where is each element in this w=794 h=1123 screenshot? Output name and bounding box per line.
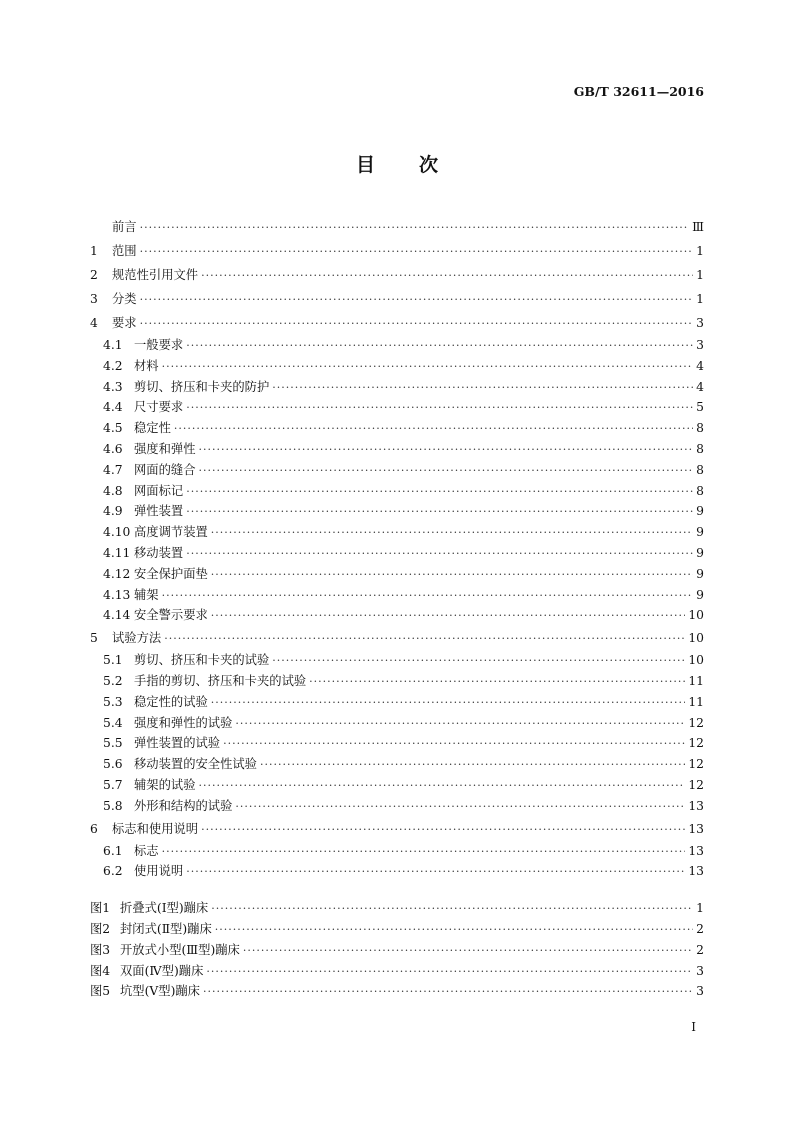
dot-leader [211,606,686,627]
toc-subentry[interactable] [90,861,704,882]
dot-leader [235,797,685,818]
entry-title: 稳定性的试验 [134,694,208,709]
entry-title: 要求 [112,316,137,330]
entry-page: 12 [688,777,704,792]
dot-leader [199,440,694,461]
dot-leader [174,419,693,440]
entry-page: 1 [696,292,704,306]
standard-code: GB/T 32611—2016 [573,84,704,99]
entry-page: 9 [696,566,704,581]
entry-page: 10 [688,608,704,623]
entry-title: 网面标记 [134,483,184,498]
toc-subentry[interactable] [90,356,704,377]
dot-leader [140,312,693,336]
dot-leader [272,651,685,672]
toc-subentry[interactable] [90,733,704,754]
entry-page: 4 [696,358,704,373]
dot-leader [211,693,686,714]
entry-page: 9 [696,545,704,560]
entry-page: 1 [696,268,704,282]
dot-leader [215,920,693,941]
entry-title: 开放式小型(Ⅲ型)蹦床 [120,942,240,957]
entry-number: 6.1 [103,843,123,858]
entry-title: 标志 [134,843,159,858]
entry-title: 封闭式(Ⅱ型)蹦床 [120,921,212,936]
dot-leader [186,544,693,565]
dot-leader [162,842,686,863]
entry-page: 12 [688,715,704,730]
dot-leader [203,982,693,1003]
entry-page: 11 [688,673,704,688]
entry-title: 强度和弹性的试验 [134,715,233,730]
toc-subentry[interactable] [90,543,704,564]
entry-title: 坑型(Ⅴ型)蹦床 [120,984,200,999]
dot-leader [140,240,693,264]
dot-leader [199,461,694,482]
dot-leader [201,818,685,842]
entry-number: 6 [90,821,98,836]
toc-subentry[interactable] [90,564,704,585]
dot-leader [223,734,685,755]
entry-page: 12 [688,736,704,751]
entry-title: 高度调节装置 [134,525,208,540]
dot-leader [186,398,693,419]
entry-page: 1 [696,244,704,258]
figure-entry[interactable] [90,898,704,919]
dot-leader [211,899,693,920]
dot-leader [140,216,690,240]
dot-leader [243,941,693,962]
entry-title: 前言 [112,220,137,234]
entry-page: 8 [696,441,704,456]
entry-number: 5.6 [103,757,123,772]
entry-title: 标志和使用说明 [112,821,199,836]
toc-subentry[interactable] [90,692,704,713]
dot-leader [309,672,685,693]
entry-page: 8 [696,483,704,498]
toc-entry[interactable] [90,626,704,650]
entry-number: 5.8 [103,798,123,813]
toc-subentry[interactable] [90,605,704,626]
page-title: 目次 [355,154,482,176]
toc-entry[interactable] [90,263,704,287]
entry-title: 尺寸要求 [134,400,184,415]
entry-number: 5.3 [103,694,123,709]
entry-number: 6.2 [103,864,123,879]
entry-number: 4.12 [103,566,131,581]
entry-number: 5.7 [103,777,123,792]
entry-page: 9 [696,525,704,540]
toc-subentry[interactable] [90,671,704,692]
figure-list [90,898,704,1002]
entry-number: 4.1 [103,338,123,352]
entry-number: 4.2 [103,358,123,373]
entry-title: 剪切、挤压和卡夹的防护 [134,379,270,394]
entry-number: 4.14 [103,608,131,623]
entry-title: 剪切、挤压和卡夹的试验 [134,653,270,668]
entry-title: 手指的剪切、挤压和卡夹的试验 [134,673,307,688]
dot-leader [162,586,693,607]
figure-entry[interactable] [90,981,704,1002]
toc-subentry[interactable] [90,775,704,796]
toc-subentry[interactable] [90,501,704,522]
dot-leader [201,264,693,288]
entry-title: 外形和结构的试验 [134,798,233,813]
dot-leader [186,336,693,357]
entry-number: 图5 [90,984,111,999]
toc-subentry[interactable] [90,460,704,481]
toc-subentry[interactable] [90,335,704,356]
entry-page: 10 [688,653,704,668]
entry-title: 安全警示要求 [134,608,208,623]
entry-page: 5 [696,400,704,415]
entry-title: 范围 [112,244,137,258]
entry-title: 折叠式(Ⅰ型)蹦床 [120,901,209,916]
entry-page: 2 [696,921,704,936]
entry-number: 图3 [90,942,111,957]
entry-page: 8 [696,421,704,436]
entry-number: 1 [90,244,98,258]
entry-title: 辅架 [134,587,159,602]
entry-number: 4.3 [103,379,123,394]
entry-number: 图4 [90,963,111,978]
entry-page: Ⅲ [692,220,704,234]
toc-subentry[interactable] [90,397,704,418]
entry-title: 分类 [112,292,137,306]
entry-page: 13 [688,843,704,858]
entry-page: 3 [696,338,704,352]
entry-number: 4.8 [103,483,123,498]
entry-title: 稳定性 [134,421,171,436]
entry-page: 3 [696,984,704,999]
entry-number: 图1 [90,901,111,916]
toc-subentry[interactable] [90,713,704,734]
toc-subentry[interactable] [90,481,704,502]
entry-page: 10 [688,631,704,646]
toc-subentry[interactable] [90,754,704,775]
toc-entry[interactable] [90,287,704,311]
entry-title: 双面(Ⅳ型)蹦床 [120,963,204,978]
entry-page: 12 [688,757,704,772]
page-number: Ⅰ [691,1020,696,1034]
entry-number: 4.9 [103,504,123,519]
entry-title: 移动装置的安全性试验 [134,757,257,772]
toc-subentry[interactable] [90,796,704,817]
entry-number: 5.5 [103,736,123,751]
entry-page: 3 [696,316,704,330]
entry-title: 材料 [134,358,159,373]
entry-page: 8 [696,462,704,477]
entry-page: 9 [696,504,704,519]
toc-entry[interactable] [90,215,704,239]
entry-number: 4.5 [103,421,123,436]
entry-title: 移动装置 [134,545,184,560]
toc-subentry[interactable] [90,439,704,460]
dot-leader [199,776,686,797]
entry-number: 5.4 [103,715,123,730]
table-of-contents [90,215,704,1002]
entry-number: 5.2 [103,673,123,688]
entry-page: 11 [688,694,704,709]
entry-number: 图2 [90,921,111,936]
dot-leader [162,357,693,378]
figure-entry[interactable] [90,919,704,940]
entry-title: 弹性装置 [134,504,184,519]
entry-number: 4.13 [103,587,131,602]
entry-number: 4.11 [103,545,131,560]
toc-subentry[interactable] [90,585,704,606]
dot-leader [260,755,685,776]
entry-title: 安全保护面垫 [134,566,208,581]
dot-leader [235,714,685,735]
entry-page: 13 [688,864,704,879]
entry-title: 使用说明 [134,864,184,879]
entry-title: 试验方法 [112,631,162,646]
entry-number: 4.6 [103,441,123,456]
toc-entry[interactable] [90,239,704,263]
entry-page: 1 [696,901,704,916]
toc-subentry[interactable] [90,841,704,862]
entry-page: 13 [688,798,704,813]
dot-leader [206,962,693,983]
toc-subentry[interactable] [90,650,704,671]
entry-number: 4.10 [103,525,131,540]
dot-leader [186,502,693,523]
dot-leader [186,862,685,883]
entry-page: 9 [696,587,704,602]
dot-leader [211,523,693,544]
entry-title: 弹性装置的试验 [134,736,221,751]
dot-leader [272,378,693,399]
figure-entry[interactable] [90,940,704,961]
entry-number: 4.4 [103,400,123,415]
toc-entries [90,215,704,882]
toc-entry[interactable] [90,311,704,335]
entry-title: 一般要求 [134,338,184,352]
entry-page: 13 [688,821,704,836]
entry-page: 4 [696,379,704,394]
entry-number: 3 [90,292,98,306]
toc-subentry[interactable] [90,522,704,543]
entry-title: 辅架的试验 [134,777,196,792]
entry-title: 规范性引用文件 [112,268,199,282]
figure-entry[interactable] [90,961,704,982]
entry-number: 4 [90,316,98,330]
entry-number: 5.1 [103,653,123,668]
toc-subentry[interactable] [90,418,704,439]
dot-leader [211,565,693,586]
entry-title: 网面的缝合 [134,462,196,477]
entry-number: 5 [90,631,98,646]
toc-entry[interactable] [90,817,704,841]
entry-number: 4.7 [103,462,123,477]
dot-leader [186,482,693,503]
dot-leader [164,627,685,651]
entry-number: 2 [90,268,98,282]
dot-leader [140,288,693,312]
toc-subentry[interactable] [90,377,704,398]
entry-page: 2 [696,942,704,957]
entry-title: 强度和弹性 [134,441,196,456]
entry-page: 3 [696,963,704,978]
